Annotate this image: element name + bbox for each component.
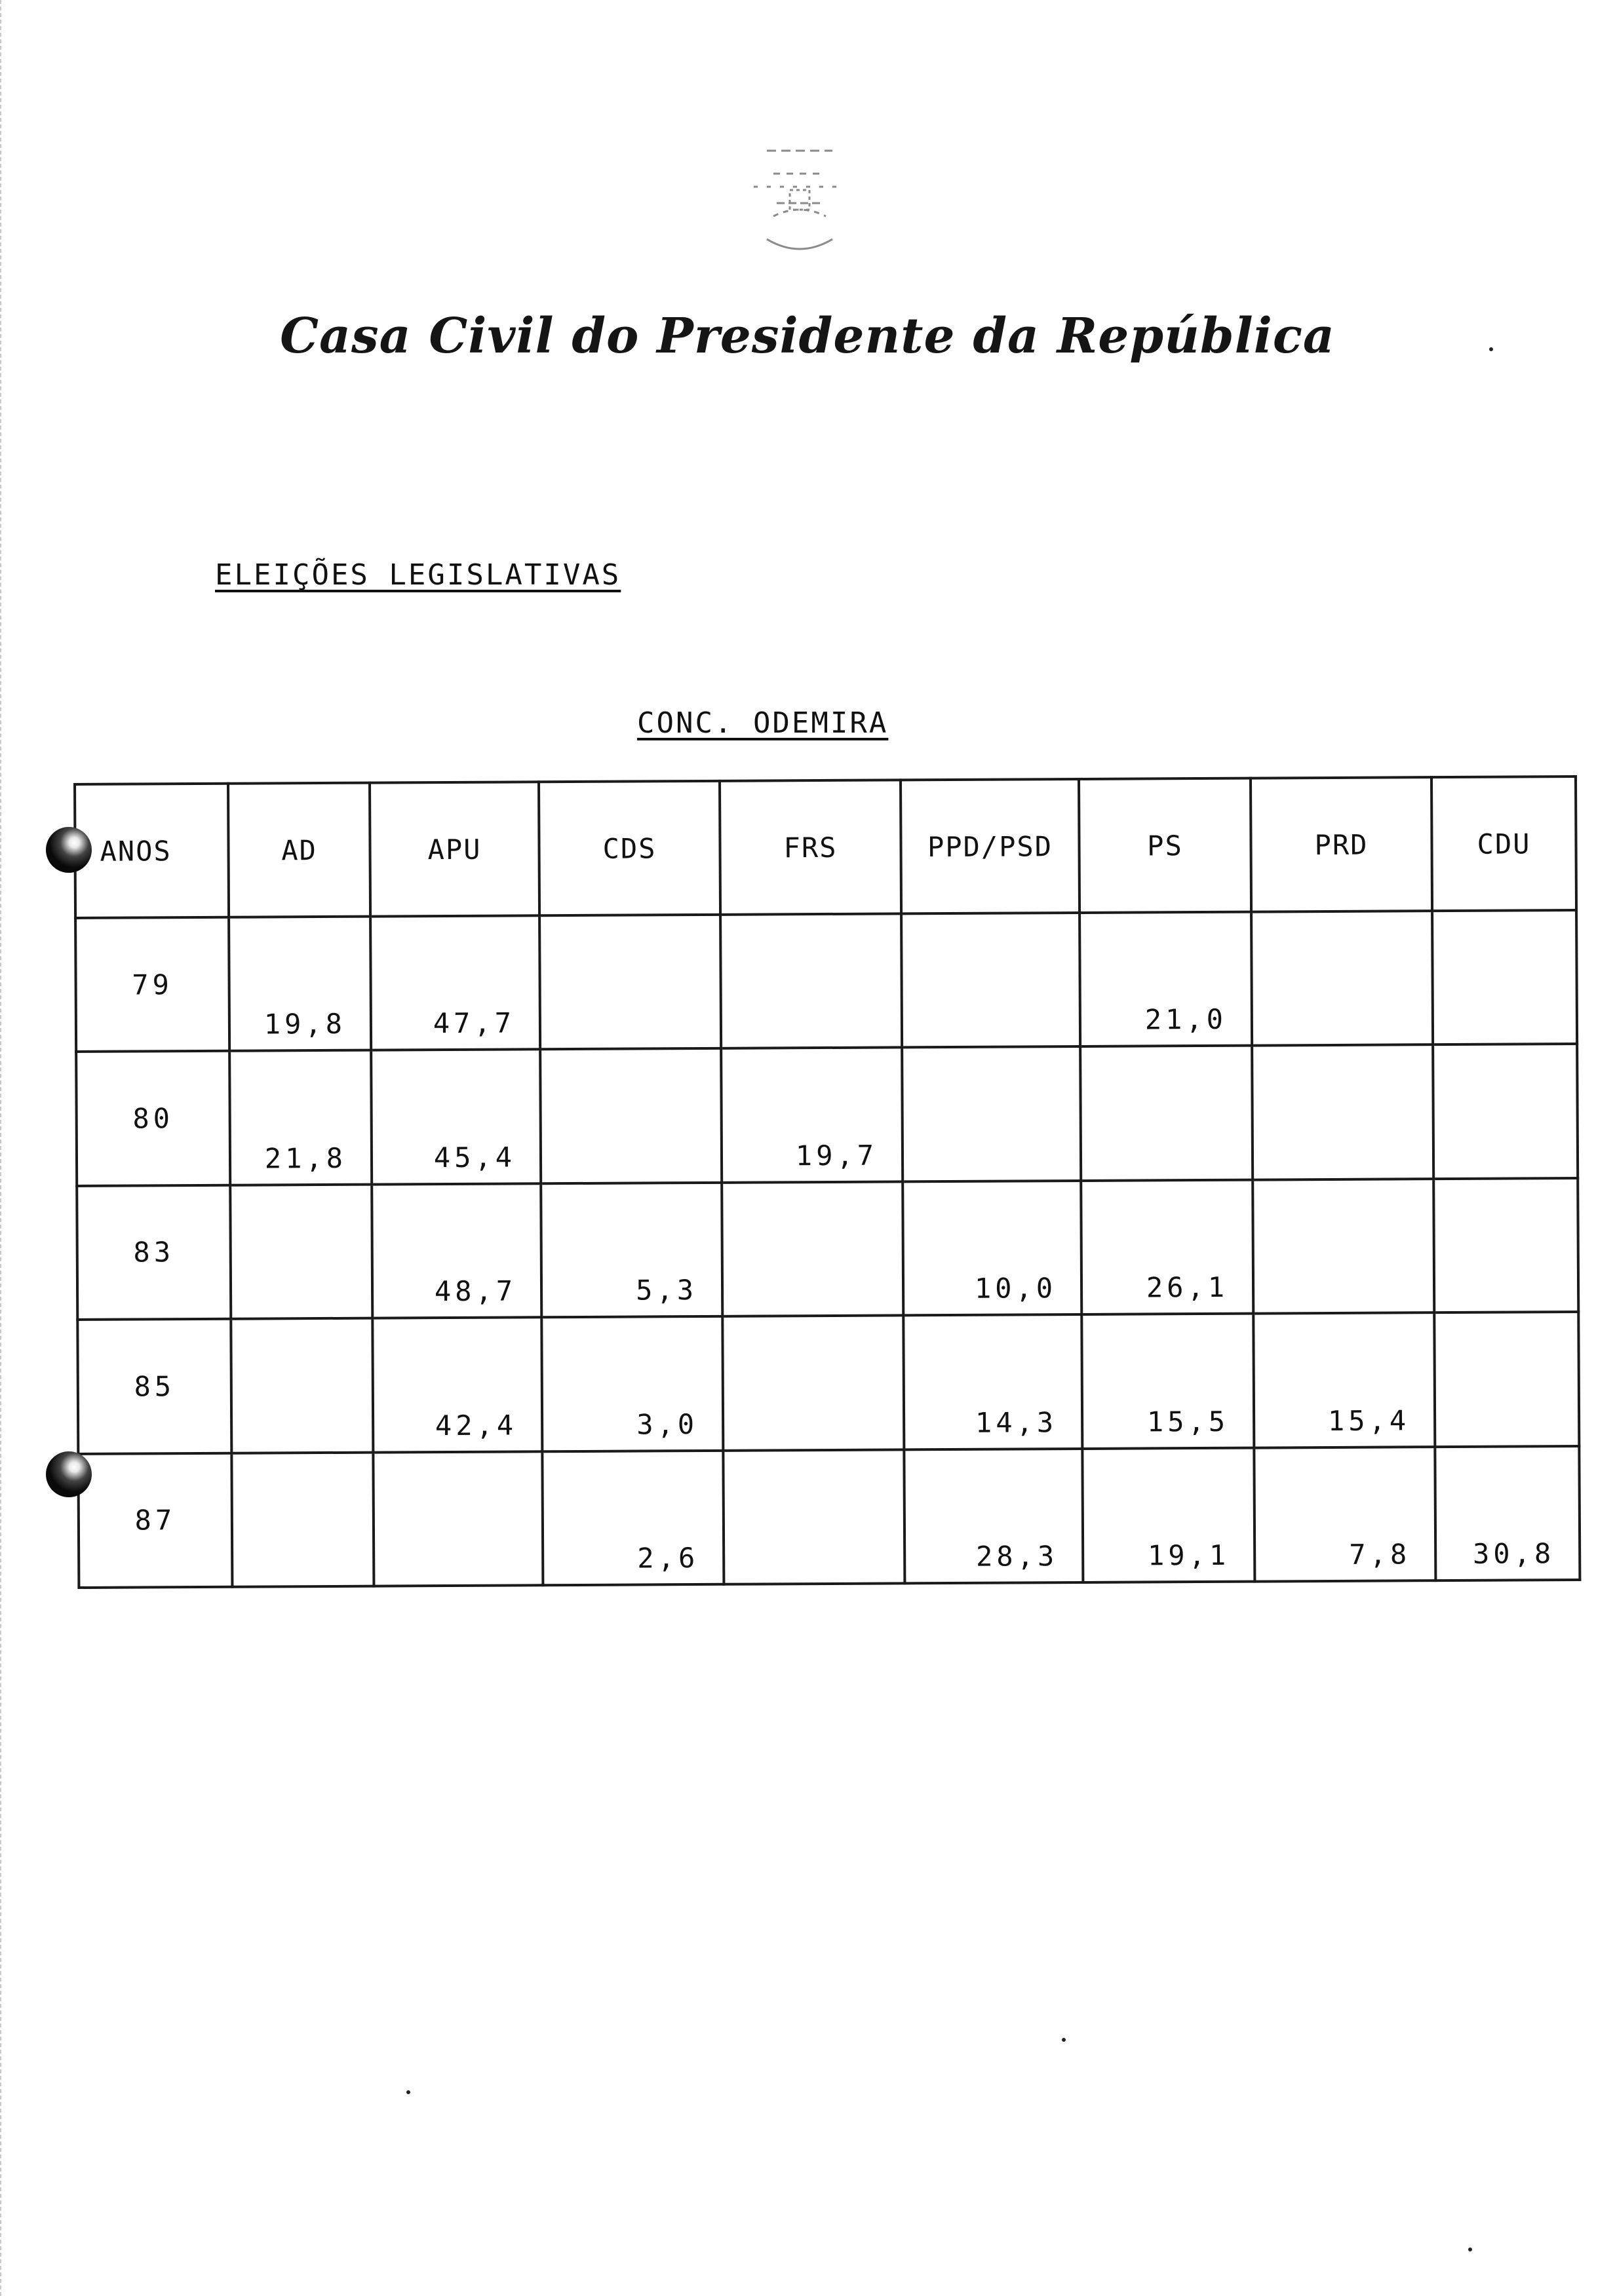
header-cell: PPD/PSD (901, 779, 1080, 913)
table-cell: 2,6 (542, 1450, 724, 1585)
table-cell (901, 913, 1080, 1048)
paper-speck (1489, 347, 1493, 351)
table-cell (373, 1451, 543, 1586)
table-row (77, 1312, 1579, 1453)
header-cell: CDS (539, 781, 720, 915)
year-cell: 80 (76, 1051, 230, 1186)
table-cell (230, 1184, 372, 1319)
year-cell: 83 (77, 1185, 231, 1320)
header-cell: APU (370, 782, 539, 916)
punch-hole (46, 827, 92, 873)
punch-hole (46, 1451, 92, 1497)
table-cell: 7,8 (1254, 1447, 1435, 1582)
table-cell: 19,7 (721, 1048, 903, 1183)
year-cell: 85 (77, 1319, 231, 1454)
header-cell: ANOS (75, 784, 229, 918)
document-title: ELEIÇÕES LEGISLATIVAS (215, 558, 621, 592)
header-cell: PS (1079, 778, 1251, 913)
table-cell: 48,7 (372, 1183, 541, 1318)
table-cell (1434, 1312, 1579, 1447)
table-cell (1433, 1178, 1578, 1313)
letterhead: Casa Civil do Presidente da República (280, 308, 1335, 364)
table-cell (539, 915, 721, 1050)
table-cell: 10,0 (903, 1181, 1081, 1316)
table-cell (720, 913, 902, 1048)
table-cell: 21,0 (1080, 912, 1252, 1047)
table-cell: 26,1 (1081, 1179, 1253, 1314)
table-cell: 42,4 (372, 1317, 542, 1452)
table-row (76, 1044, 1578, 1185)
table-cell (231, 1452, 374, 1587)
table-cell (902, 1046, 1081, 1181)
table-cell (1252, 1045, 1433, 1180)
table-cell (231, 1318, 373, 1453)
table-cell (1080, 1046, 1253, 1181)
year-cell: 87 (78, 1453, 232, 1588)
results-table (73, 775, 1581, 1589)
table-cell (722, 1316, 904, 1451)
paper-speck (1468, 2248, 1472, 2251)
paper-speck (1062, 2038, 1066, 2042)
paper-speck (406, 2090, 410, 2094)
table-cell: 15,5 (1081, 1314, 1254, 1449)
table-cell (1433, 1044, 1578, 1179)
header-cell: FRS (720, 780, 901, 914)
table-cell: 15,4 (1253, 1312, 1435, 1447)
table-cell (1253, 1179, 1434, 1314)
table-cell (723, 1449, 905, 1584)
table-cell: 30,8 (1435, 1446, 1580, 1581)
header-cell: PRD (1251, 777, 1432, 911)
table-cell: 19,1 (1082, 1447, 1255, 1582)
table-row (77, 1178, 1578, 1320)
table-cell (722, 1181, 903, 1316)
table-cell: 21,8 (229, 1050, 372, 1185)
table-row (75, 910, 1577, 1052)
table-cell: 3,0 (541, 1316, 723, 1451)
table-cell (1432, 910, 1577, 1045)
table-cell: 19,8 (229, 917, 371, 1052)
table-cell: 45,4 (371, 1050, 541, 1185)
header-cell: CDU (1431, 776, 1576, 911)
document-subtitle: CONC. ODEMIRA (637, 706, 889, 740)
table-cell: 47,7 (370, 915, 540, 1050)
table-row (78, 1446, 1580, 1588)
table-cell: 5,3 (541, 1183, 722, 1318)
header-cell: AD (228, 783, 370, 917)
table-cell (1251, 911, 1433, 1046)
coat-of-arms-emblem (728, 124, 872, 269)
year-cell: 79 (75, 917, 229, 1052)
table-cell (540, 1048, 722, 1183)
header-row (75, 776, 1576, 918)
table-cell: 14,3 (903, 1314, 1082, 1449)
results-table-wrapper (73, 775, 1578, 1589)
table-cell: 28,3 (904, 1449, 1083, 1584)
